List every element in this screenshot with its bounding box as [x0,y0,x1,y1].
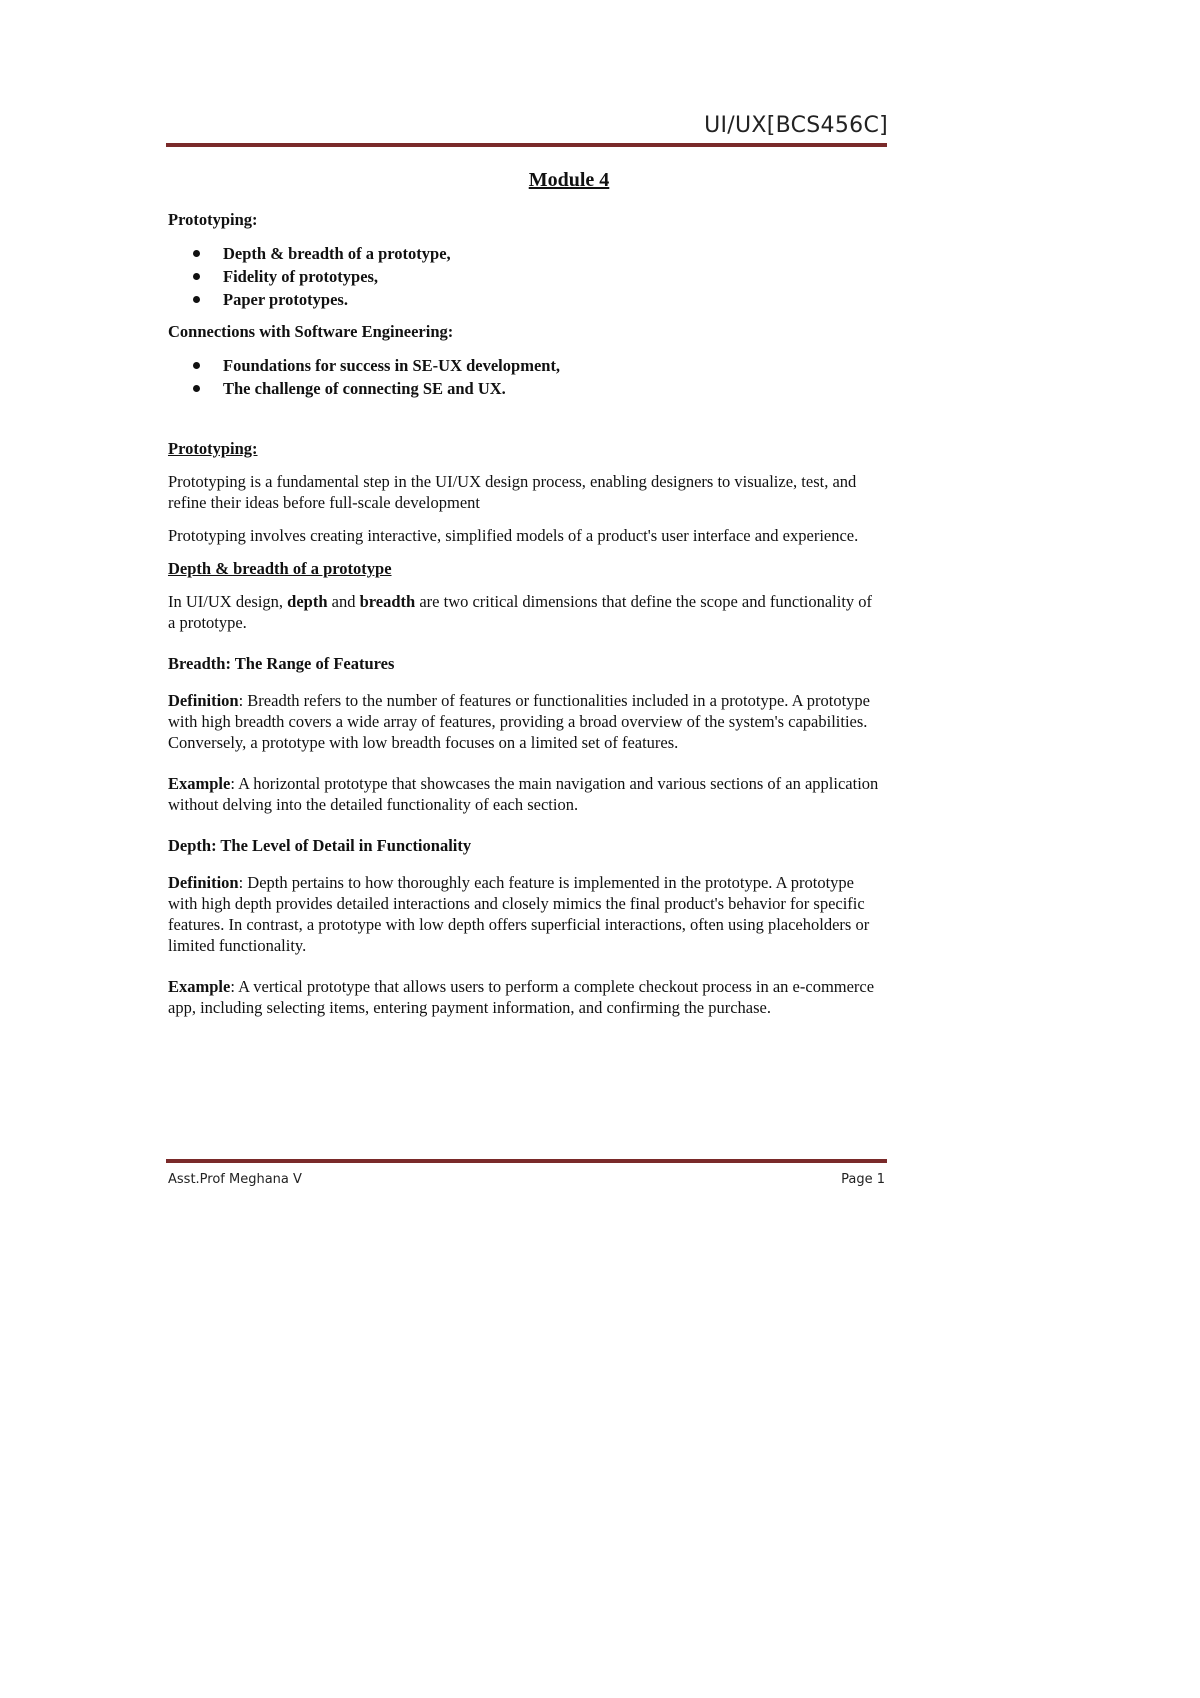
list-item: Paper prototypes. [193,288,880,311]
page-content [168,165,880,1038]
outline-list-2 [168,354,880,400]
footer-rule [166,1159,887,1163]
bullet-icon [193,362,200,369]
bullet-icon [193,296,200,303]
paragraph-2: Prototyping involves creating interactive, simplified models of a product's user interface and experience. [168,526,859,545]
list-item: Foundations for success in SE-UX development, [193,354,880,377]
module-title: Module 4 [528,169,610,191]
list-item: The challenge of connecting SE and UX. [193,377,880,400]
bullet-icon [193,385,200,392]
bullet-icon [193,273,200,280]
depth-example: Example: A vertical prototype that allows users to perform a complete checkout process in an e-commerce app, including selecting items, entering payment information, and confirming the purchase. [168,977,875,1017]
paragraph-1: Prototyping is a fundamental step in the UI/UX design process, enabling designers to visualize, test, and refine their ideas before full-scale development [168,472,857,512]
header-title: UI/UX[BCS456C] [704,113,888,138]
depth-breadth-heading: Depth & breadth of a prototype [168,559,392,578]
breadth-heading: Breadth: The Range of Features [168,654,395,673]
section-heading: Prototyping: [168,439,258,458]
depth-heading: Depth: The Level of Detail in Functionality [168,836,472,855]
footer-author: Asst.Prof Meghana V [168,1172,302,1187]
outline-list [168,242,880,311]
breadth-definition: Definition: Breadth refers to the number of features or functionalities included in a prototype. A prototype with high breadth covers a wide array of features, providing a broad overview of the system's capabilities. Conversely, a prototype with low breadth focuses on a limited set of features. [168,691,870,752]
outline-label-2: Connections with Software Engineering: [168,322,454,341]
intro-paragraph: In UI/UX design, depth and breadth are two critical dimensions that define the scope and functionality of a prototype. [168,592,873,632]
outline-label: Prototyping: [168,210,258,229]
list-item: Fidelity of prototypes, [193,265,880,288]
page-number: Page 1 [841,1172,885,1187]
bullet-icon [193,250,200,257]
breadth-example: Example: A horizontal prototype that showcases the main navigation and various sections of an application without delving into the detailed functionality of each section. [168,774,879,814]
depth-definition: Definition: Depth pertains to how thoroughly each feature is implemented in the prototype. A prototype with high depth provides detailed interactions and closely mimics the final product's behavior for specific features. In contrast, a prototype with low depth offers superficial interactions, often using placeholders or limited functionality. [168,873,870,955]
header-rule [166,143,887,147]
list-item: Depth & breadth of a prototype, [193,242,880,265]
